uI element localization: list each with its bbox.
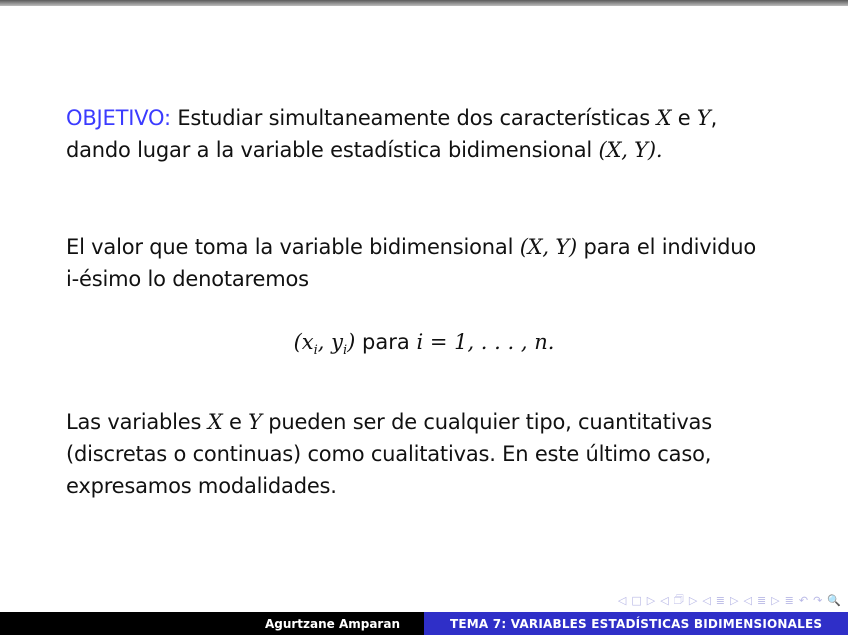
nav-search-icon[interactable]: 🔍	[827, 593, 841, 607]
formula-open: (x	[293, 330, 314, 354]
objective-label: OBJETIVO:	[66, 106, 171, 130]
nav-doc-icon[interactable]: ≣	[756, 593, 767, 607]
formula-close: )	[347, 330, 356, 354]
objective-text-c: ,	[710, 106, 718, 130]
types-line3: expresamos modalidades.	[66, 474, 337, 498]
types-text-b: e	[222, 410, 249, 434]
types-line2: (discretas o continuas) como cualitativas. En este último caso,	[66, 442, 712, 466]
nav-prev-doc-icon[interactable]: ◁	[743, 593, 752, 607]
beamer-navigation-bar	[617, 590, 842, 610]
types-text-a: Las variables	[66, 410, 208, 434]
formula-sub-i2: i	[343, 343, 348, 359]
nav-back-icon[interactable]: ↶	[798, 593, 809, 607]
footer-author: Agurtzane Amparan	[0, 612, 424, 635]
nav-next-subsection-icon[interactable]: ▷	[688, 593, 698, 607]
nav-prev-section-icon[interactable]: ◁	[702, 593, 711, 607]
footer-title: TEMA 7: VARIABLES ESTADÍSTICAS BIDIMENSIONALES	[424, 612, 848, 635]
nav-next-doc-icon[interactable]: ▷	[771, 593, 780, 607]
types-text-c: pueden ser de cualquier tipo, cuantitativas	[261, 410, 712, 434]
formula	[0, 326, 848, 367]
var-x-2: X	[207, 410, 223, 434]
value-text-b: para el individuo	[577, 235, 756, 259]
var-y-2: Y	[248, 410, 262, 434]
nav-next-frame-icon[interactable]: ▷	[646, 593, 656, 607]
nav-forward-icon[interactable]: ↷	[813, 593, 823, 607]
value-text-a: El valor que toma la variable bidimensional	[66, 235, 520, 259]
var-x: X	[656, 106, 672, 130]
types-paragraph	[66, 406, 796, 502]
nav-prev-subsection-icon[interactable]: ◁	[660, 593, 669, 607]
pair-xy-2: (X, Y)	[519, 235, 578, 259]
nav-toc-icon[interactable]: ≣	[784, 593, 794, 607]
nav-section-icon[interactable]: ≣	[715, 593, 726, 607]
value-paragraph	[66, 231, 796, 295]
formula-range: i = 1, . . . , n.	[416, 330, 555, 354]
formula-comma: , y	[317, 330, 343, 354]
nav-subsection-icon[interactable]: 🗇	[673, 592, 684, 606]
objective-paragraph	[66, 102, 796, 166]
var-y: Y	[696, 106, 711, 130]
pair-xy: (X, Y).	[598, 138, 663, 162]
value-text-c: i-ésimo lo denotaremos	[66, 267, 309, 291]
formula-sub-i: i	[313, 343, 318, 359]
objective-text-d: dando lugar a la variable estadística bidimensional	[66, 138, 599, 162]
objective-text-b: e	[671, 106, 697, 130]
nav-frame-icon[interactable]: □	[631, 593, 642, 607]
nav-next-section-icon[interactable]: ▷	[730, 593, 739, 607]
slide-footer	[0, 612, 848, 635]
top-rule	[0, 0, 848, 6]
formula-para: para	[355, 330, 417, 354]
nav-prev-frame-icon[interactable]: ◁	[617, 593, 627, 607]
objective-text-a: Estudiar simultaneamente dos características	[170, 106, 657, 130]
